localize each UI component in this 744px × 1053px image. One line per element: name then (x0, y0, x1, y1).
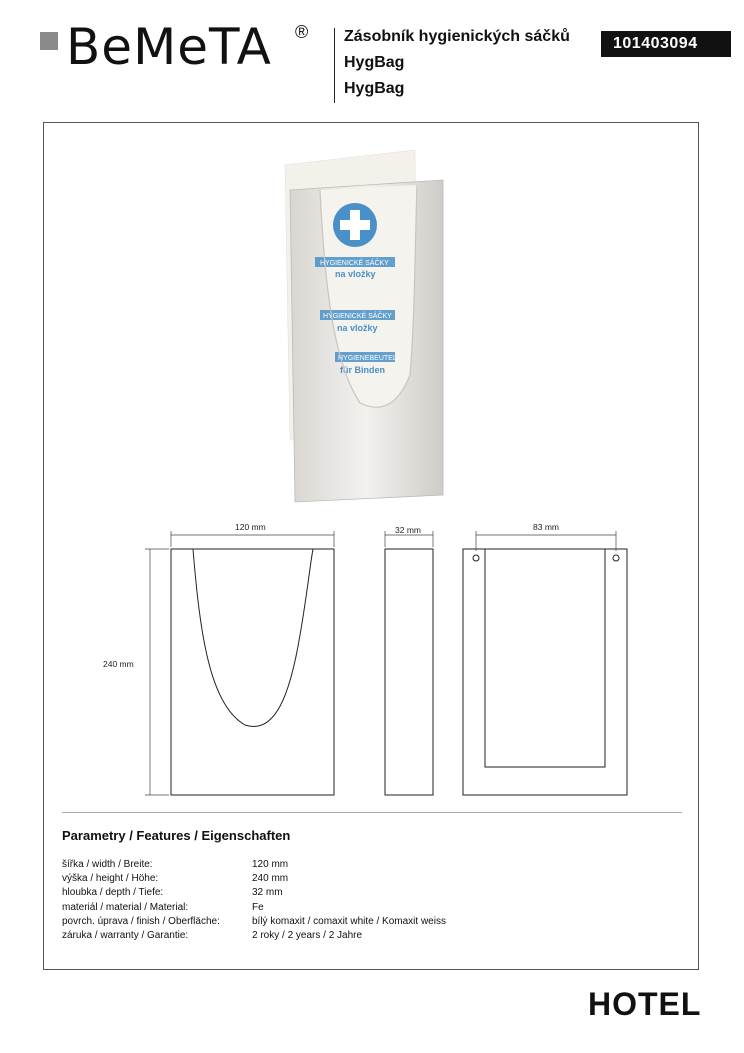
height-dimension-label: 240 mm (103, 659, 134, 669)
technical-drawings (95, 515, 655, 805)
params-table (62, 858, 446, 943)
registered-mark: ® (295, 22, 309, 42)
param-row (62, 915, 446, 929)
header-divider (334, 28, 335, 103)
title-en: HygBag (344, 54, 405, 71)
param-value: 120 mm (252, 859, 289, 870)
mount-hole-left (473, 555, 479, 561)
title-de: HygBag (344, 80, 405, 97)
param-row (62, 929, 446, 943)
param-value: bílý komaxit / comaxit white / Komaxit weiss (252, 915, 446, 927)
back-view-outline (463, 549, 627, 795)
param-row (62, 858, 446, 872)
hole-spacing-label: 83 mm (533, 522, 559, 532)
logo-text: BeMeTA (66, 18, 272, 76)
product-code-badge: 101403094 (601, 31, 731, 57)
param-row (62, 886, 446, 900)
depth-dimension-label: 32 mm (395, 525, 421, 535)
front-view-outline (171, 549, 334, 795)
product-photo (265, 145, 475, 505)
param-label: povrch. úprava / finish / Oberfläche: (62, 915, 220, 927)
mount-hole-right (613, 555, 619, 561)
param-row (62, 901, 446, 915)
bag-label-5: HYGIENEBEUTEL (338, 355, 397, 362)
param-label: materiál / material / Material: (62, 901, 189, 913)
width-dimension-label: 120 mm (235, 522, 266, 532)
section-divider (62, 812, 682, 813)
param-value: 2 roky / 2 years / 2 Jahre (252, 930, 363, 942)
bag-label-3: HYGIENICKÉ SÁČKY (323, 313, 392, 320)
bag-label-6: für Binden (340, 365, 385, 375)
param-label: záruka / warranty / Garantie: (62, 930, 189, 942)
medical-cross-icon (333, 203, 377, 247)
params-title: Parametry / Features / Eigenschaften (62, 828, 291, 843)
category-label: HOTEL (588, 986, 702, 1022)
product-titles (344, 24, 570, 102)
brand-logo (40, 18, 330, 82)
param-label: výška / height / Höhe: (62, 873, 159, 885)
param-value: 32 mm (252, 887, 283, 899)
side-view-outline (385, 549, 433, 795)
front-view-cutout (193, 549, 313, 727)
bag-label-4: na vložky (337, 323, 378, 333)
param-row (62, 872, 446, 886)
bag-label-1: HYGIENICKÉ SÁČKY (320, 260, 389, 267)
logo-square (40, 32, 58, 50)
param-value: 240 mm (252, 873, 289, 885)
bag-label-2: na vložky (335, 269, 376, 279)
param-label: hloubka / depth / Tiefe: (62, 887, 164, 899)
title-cz: Zásobník hygienických sáčků (344, 28, 570, 45)
param-label: šířka / width / Breite: (62, 859, 153, 870)
param-value: Fe (252, 901, 264, 913)
back-view-inner (485, 549, 605, 767)
